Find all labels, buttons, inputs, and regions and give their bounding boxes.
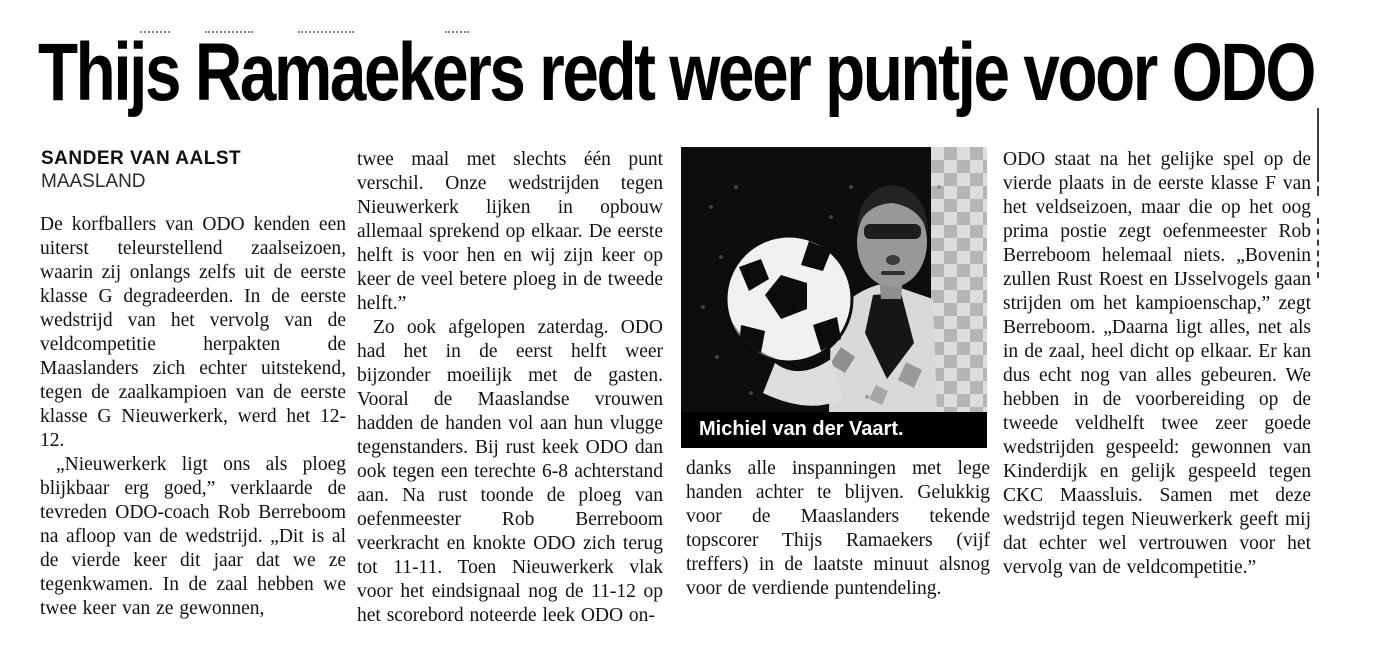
article-paragraph: twee maal met slechts één punt verschil. Onze wedstrijden tegen Nieuwerkerk lijken in opbouw allemaal sprekend op elkaar. De eerste helft is voor hen en wij zijn keer op keer de veel betere ploeg in de tweede helft.”: [357, 149, 663, 314]
article-paragraph: De korfballers van ODO kenden een uiterst teleurstellend zaalseizoen, waarin zij onlangs zelfs uit de eerste klasse G degradeerden. In de eerste wedstrijd van het vervolg van de veldcompetitie herpakten de Maaslanders zich echter uitstekend, tegen de zaalkampioen van de eerste klasse G Nieuwerkerk, werd het 12-12.: [40, 214, 346, 451]
byline-author: SANDER VAN AALST: [41, 148, 242, 169]
scan-line-artifact: [1317, 218, 1319, 278]
scan-line-artifact: [1317, 108, 1319, 182]
article-paragraph: danks alle inspanningen met lege handen achter te blijven. Gelukkig voor de Maaslanders tekende topscorer Thijs Ramaekers (vijf treffers) in de laatste minuut alsnog voor de verdiende puntendeling.: [686, 458, 990, 599]
soccer-ball-graphic: [726, 236, 852, 362]
article-headline: Thijs Ramaekers redt weer puntje voor ODO: [38, 27, 1314, 118]
article-column-4: [1003, 148, 1311, 580]
photo-image: [681, 147, 987, 412]
article-paragraph: ODO staat na het gelijke spel op de vierde plaats in de eerste klasse F van het veldseizoen, maar die op het oog prima postie zegt oefenmeester Rob Berreboom helemaal niets. „Bovenin zullen Rust Roest en IJsselvogels gaan strijden om het kampioenschap,” zegt Berreboom. „Daarna ligt alles, net als in de zaal, heel dicht op elkaar. Er kan dus echt nog van alles gebeuren. We hebben in de voorbereiding op de tweede veldhelft twee zeer goede wedstrijden gespeeld: gewonnen van Kinderdijk en gelijk gespeeld tegen CKC Maassluis. Samen met deze wedstrijd tegen Nieuwerkerk geeft mij dat echter wel vertrouwen voor het vervolg van de veldcompetitie.”: [1003, 149, 1311, 578]
photo-caption: Michiel van der Vaart.: [681, 412, 987, 448]
photo-illustration: [681, 147, 987, 412]
byline-location: MAASLAND: [41, 171, 146, 192]
article-column-1: [40, 213, 346, 621]
scan-line-artifact: [1317, 186, 1319, 196]
article-paragraph: Zo ook afgelopen zaterdag. ODO had het in de eerst helft weer bijzonder moeilijk met de gasten. Vooral de Maaslandse vrouwen hadden de handen vol aan hun vlugge tegenstanders. Bij rust keek ODO dan ook tegen een terechte 6-8 achterstand aan. Na rust toonde de ploeg van oefenmeester Rob Berreboom veerkracht en knokte ODO zich terug tot 11-11. Toen Nieuwerkerk vlak voor het eindsignaal nog de 11-12 op het scorebord noteerde leek ODO on-: [357, 317, 663, 626]
article-column-3: [686, 457, 990, 601]
article-paragraph: „Nieuwerkerk ligt ons als ploeg blijkbaar erg goed,” verklaarde de tevreden ODO-coach Rob Berreboom na afloop van de wedstrijd. „Dit is al de vierde keer dit jaar dat we ze tegenkwamen. In de zaal hebben we twee keer van ze gewonnen,: [40, 454, 346, 619]
article-photo: [681, 147, 987, 448]
byline: [41, 148, 241, 193]
article-column-2: [357, 148, 663, 628]
